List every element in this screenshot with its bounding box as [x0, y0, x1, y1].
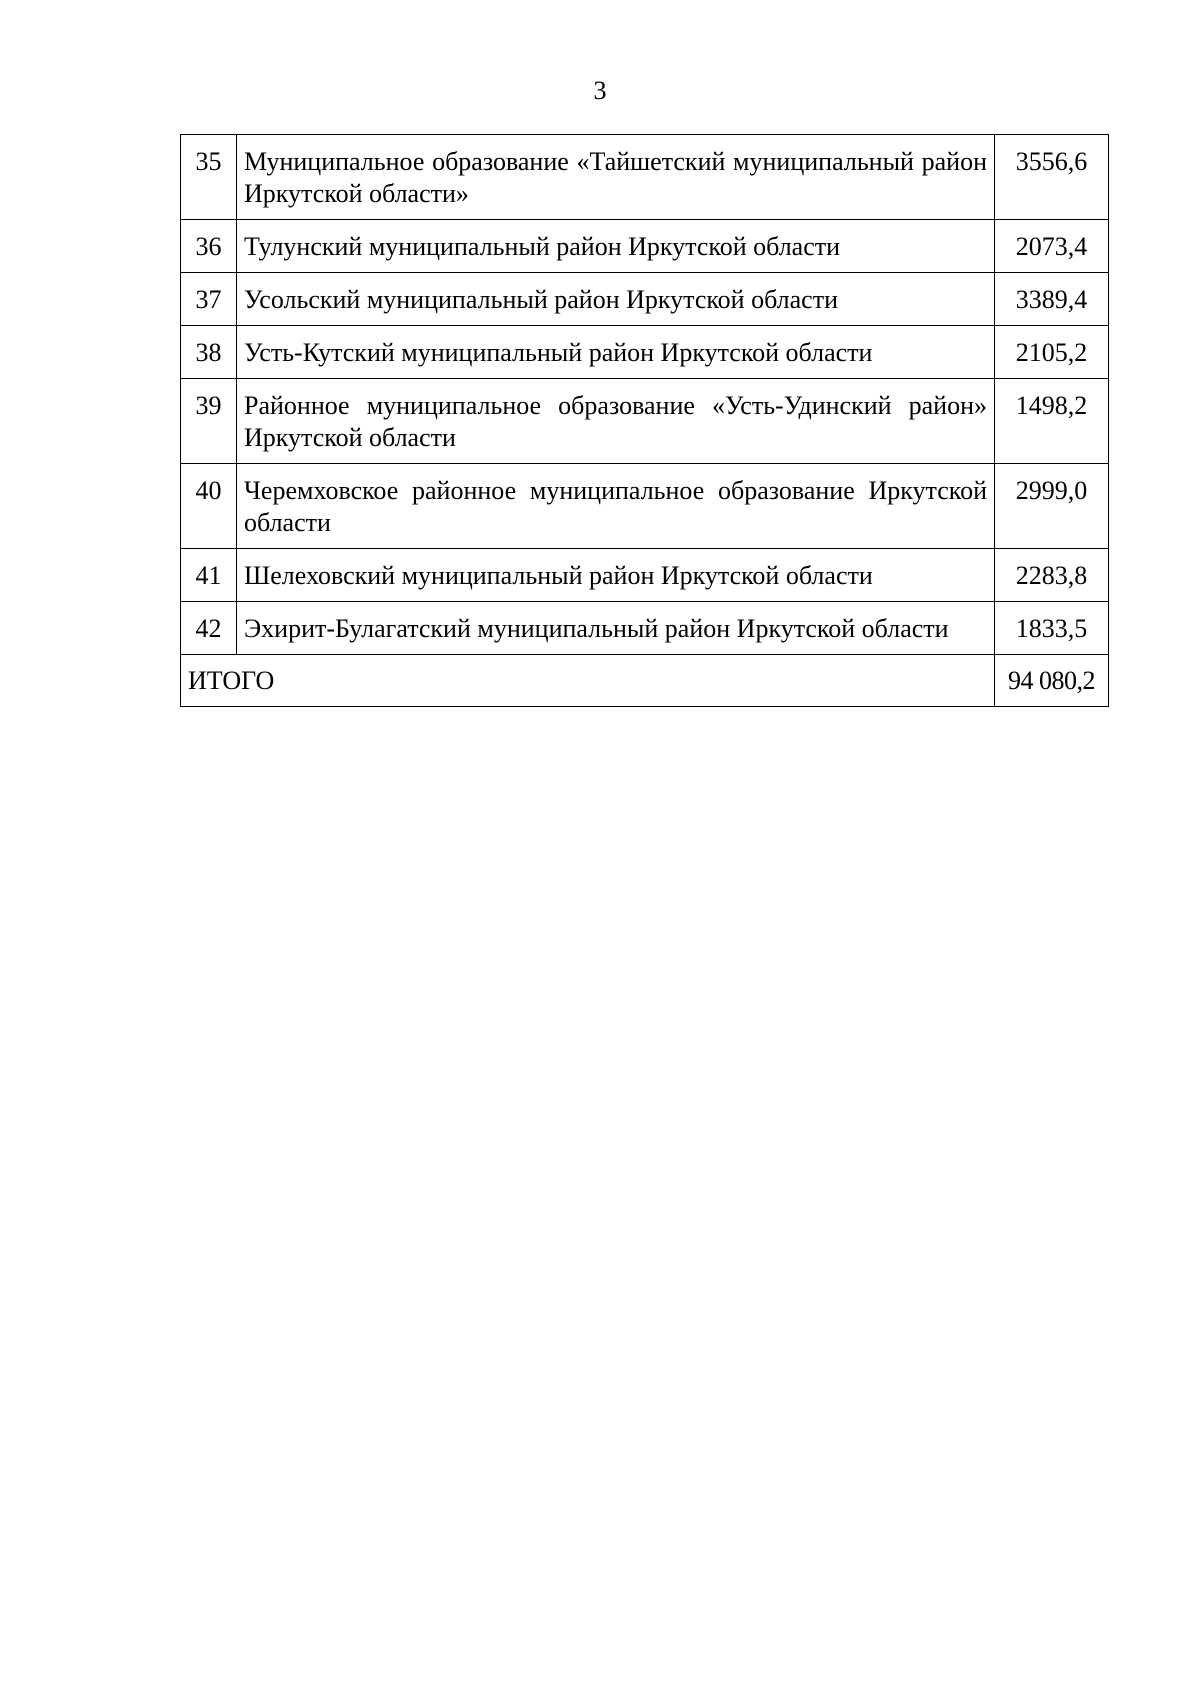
table-row — [181, 326, 1109, 379]
municipality-name: Муниципальное образование «Тайшетский муниципальный район Иркутской области» — [237, 135, 995, 220]
municipality-name: Эхирит-Булагатский муниципальный район Иркутской области — [237, 602, 995, 655]
table-row — [181, 464, 1109, 549]
municipality-name: Усть-Кутский муниципальный район Иркутской области — [237, 326, 995, 379]
amount-value: 3389,4 — [995, 273, 1109, 326]
table-row — [181, 549, 1109, 602]
amount-value: 2999,0 — [995, 464, 1109, 549]
table-row — [181, 135, 1109, 220]
municipality-name: Районное муниципальное образование «Усть-Удинский район» Иркутской области — [237, 379, 995, 464]
table-row — [181, 379, 1109, 464]
amount-value: 1833,5 — [995, 602, 1109, 655]
row-number: 37 — [181, 273, 237, 326]
row-number: 41 — [181, 549, 237, 602]
amount-value: 1498,2 — [995, 379, 1109, 464]
row-number: 42 — [181, 602, 237, 655]
table-row — [181, 602, 1109, 655]
page-number: 3 — [593, 76, 607, 105]
municipality-name: Усольский муниципальный район Иркутской области — [237, 273, 995, 326]
table-row — [181, 273, 1109, 326]
row-number: 36 — [181, 220, 237, 273]
amount-value: 2283,8 — [995, 549, 1109, 602]
total-value: 94 080,2 — [995, 655, 1109, 707]
municipality-name: Шелеховский муниципальный район Иркутской области — [237, 549, 995, 602]
amount-value: 2105,2 — [995, 326, 1109, 379]
municipality-name: Черемховское районное муниципальное образование Иркутской области — [237, 464, 995, 549]
amount-value: 2073,4 — [995, 220, 1109, 273]
municipality-name: Тулунский муниципальный район Иркутской области — [237, 220, 995, 273]
row-number: 39 — [181, 379, 237, 464]
total-row — [181, 655, 1109, 707]
row-number: 40 — [181, 464, 237, 549]
allocation-table — [180, 134, 1109, 707]
table-row — [181, 220, 1109, 273]
row-number: 35 — [181, 135, 237, 220]
total-label: ИТОГО — [181, 655, 995, 707]
amount-value: 3556,6 — [995, 135, 1109, 220]
row-number: 38 — [181, 326, 237, 379]
